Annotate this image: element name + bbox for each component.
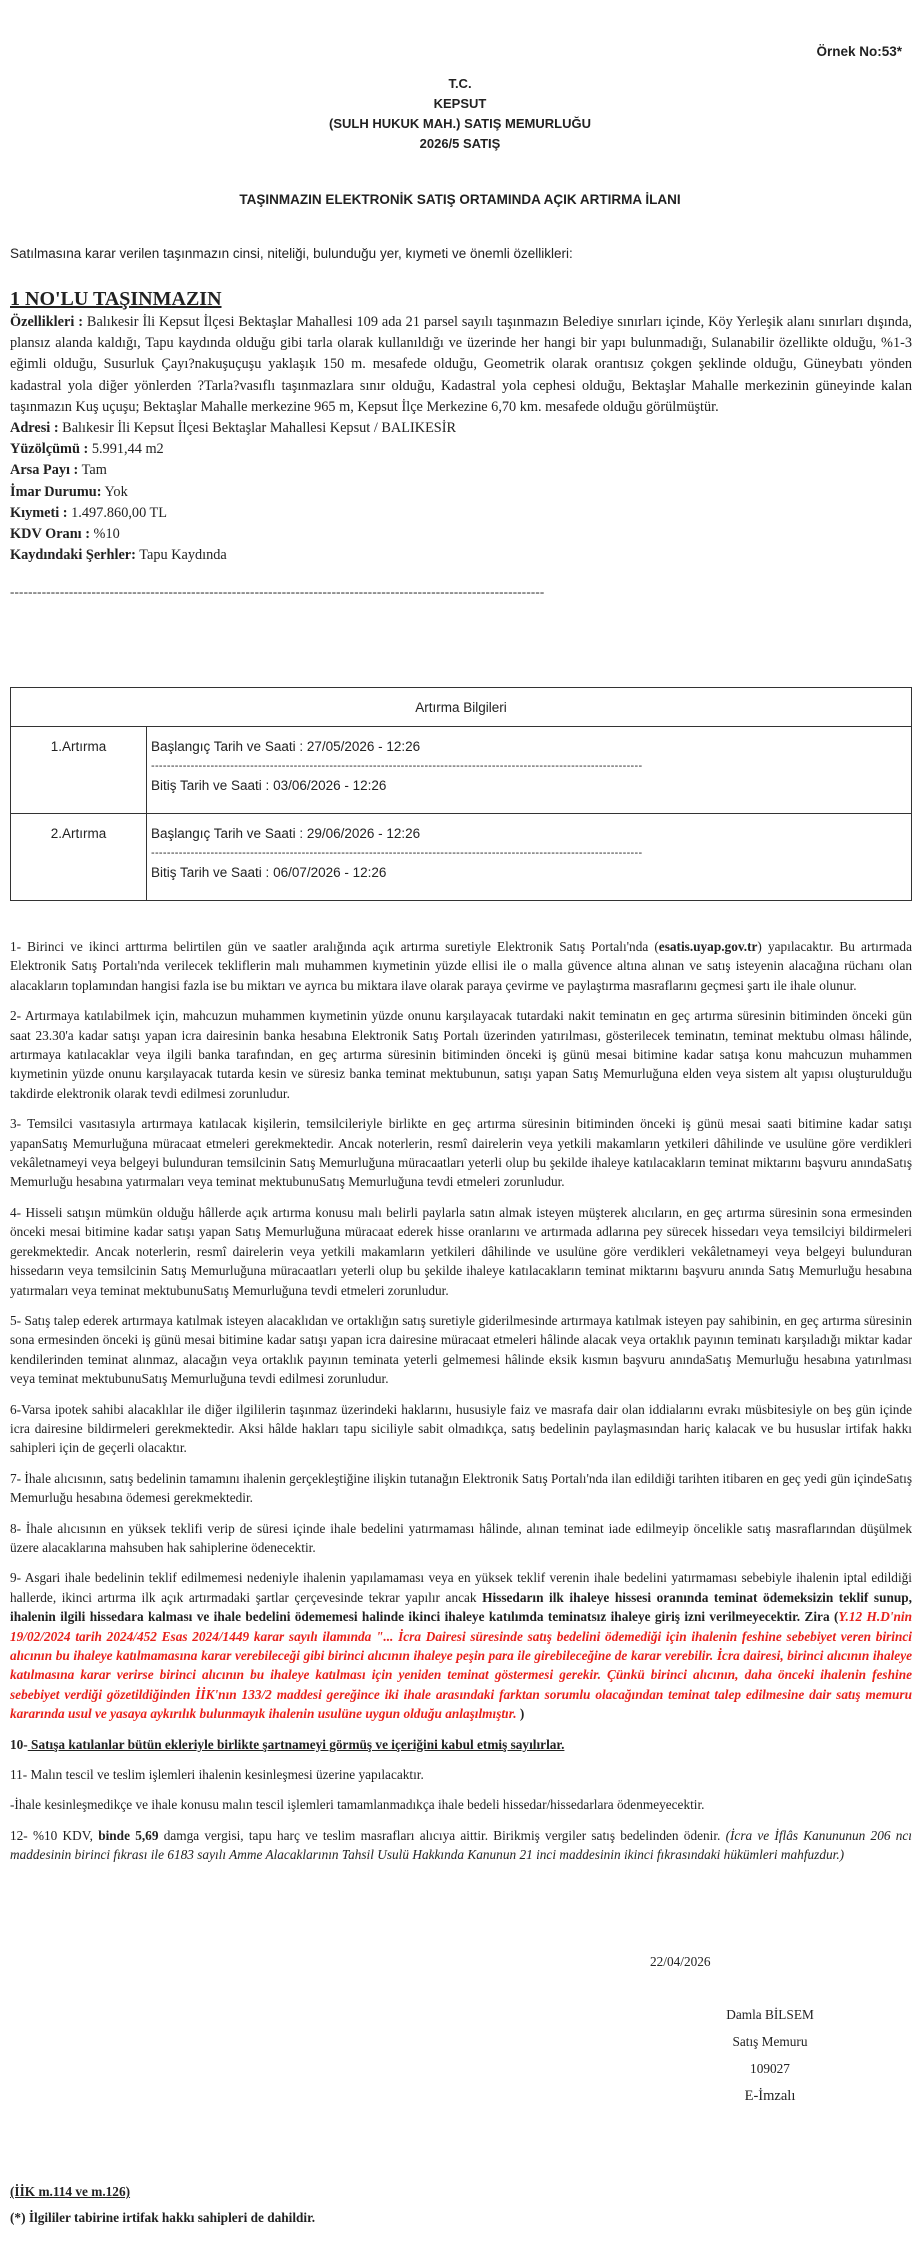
term-1-text-end: ) yapılacaktır. Bu artırmada Elektronik Satış Portalı'nda verilecek tekliflerin malı muhammen kıymetinin yüzde ellisi ile o malla güvence altına alınan ve satış isteyenin alacağına rüchanı olan alacakların toplamından hangisi fazla ise bu miktarı ve ayrıca bu miktara ilave olarak paraya çevirme ve paylaştırma masraflarını geçmesi şartı ile ihale olunur.: [10, 939, 912, 993]
end-value: 03/06/2026 - 12:26: [269, 778, 387, 793]
table-row: [11, 727, 912, 814]
start-value: 27/05/2026 - 12:26: [303, 739, 421, 754]
value-amount: 1.497.860,00 TL: [67, 504, 167, 521]
property-zoning: [10, 482, 912, 503]
property-value: [10, 503, 912, 524]
end-datetime: [151, 865, 911, 880]
divider-line: ----------------------------------------------------------------------------------------------------------------------: [10, 584, 545, 599]
vat-value: %10: [89, 526, 120, 543]
annotations-label: Kaydındaki Şerhler:: [10, 547, 136, 564]
e-signature: E-İmzalı: [744, 2088, 796, 2104]
end-label: Bitiş Tarih ve Saati :: [151, 865, 270, 880]
term-12-text-b: damga vergisi, tapu harç ve teslim masrafları alıcıya aittir. Birikmiş vergiler satış bedelinden ödenir.: [158, 1827, 726, 1843]
term-8: 8- İhale alıcısının en yüksek teklifi verip de süresi içinde ihale bedelini yatırmaması hâlinde, alınan teminat iade edilmeyip öncelikle satış masraflarından düşülmek üzere alacaklarına mahsuben hak sahiplerine ödenecektir.: [10, 1520, 912, 1555]
term-9-text: 9- Asgari ihale bedelinin teklif edilmemesi nedeniyle ihalenin yapılamaması veya en yüksek teklif verenin ihale bedelini yatırmaması sebebiyle ihalenin iptal edildiği hallerde, ikinci artırma ilk açık artırmadaki şartlar çerçevesinde tekrar yapılır ancak: [10, 1570, 912, 1605]
value-label: Kıymeti :: [10, 504, 68, 521]
property-vat: [10, 524, 912, 545]
property-details: [10, 312, 912, 566]
signature-date: 22/04/2026: [650, 1954, 711, 1969]
area-label: Yüzölçümü :: [10, 441, 89, 458]
term-10-text: Satışa katılanlar bütün ekleriyle birlikte şartnameyi görmüş ve içeriğini kabul etmiş sayılırlar.: [27, 1736, 565, 1752]
term-7: 7- İhale alıcısının, satış bedelinin tamamını ihalenin gerçekleştiğine ilişkin tutanağın Elektronik Satış Portalı'nda ilan edildiği tarihten itibaren en geç yedi gün içindeSatış Memurluğu hesabına ödemesi gerekmektedir.: [10, 1470, 912, 1506]
end-value: 06/07/2026 - 12:26: [269, 865, 387, 880]
term-11b: -İhale kesinleşmedikçe ve ihale konusu malın tescil işlemleri tamamlanmadıkça ihale bedeli hissedar/hissedarlara ödenmeyecektir.: [10, 1797, 705, 1813]
signature-number: 109027: [750, 2061, 790, 2076]
term-4: 4- Hisseli satışın mümkün olduğu hâllerde açık artırma konusu malı belirli paylarla satın almak isteyen müşterek alıcıların, en geç artırma süresinin sona ermesinden önceki mesai bitimine kadar satışı yapan Satış Memurluğuna müracaat ederek hisse oranlarını ve artırmada adlarına pey sürecek hissedarı veya temsilciyi bildirmeleri gerekmektedir. Ancak noterlerin, resmî dairelerin veya yetkili makamların yetkileri dâhilinde ve usulüne göre verdikleri vekâletnameyi veya belgeyi bulunduran hissedarın veya temsilcinin Satış Memurluğuna müracaatları yeterli olup bu şekilde ihaleye katılacakların teminat miktarını başvuru anında Satış Memurluğu hesabına yatırmaları veya teminat mektubunuSatış Memurluğuna tevdi etmeleri zorunludur.: [10, 1204, 912, 1298]
auction-dates: [147, 814, 912, 901]
term-10: [10, 1735, 912, 1754]
end-datetime: [151, 778, 911, 793]
end-label: Bitiş Tarih ve Saati :: [151, 778, 270, 793]
property-features: [10, 312, 912, 418]
property-heading: 1 NO'LU TAŞINMAZIN: [10, 288, 222, 310]
term-3: 3- Temsilci vasıtasıyla artırmaya katılacak kişilerin, temsilcileriyle birlikte en geç artırma süresinin bitiminden önceki iş günü mesai saati bitimine kadar satışı yapanSatış Memurluğuna müracaat etmeleri gerekmektedir. Ancak noterlerin, resmî dairelerin veya yetkili makamların yetkileri dâhilinde ve usulüne göre verdikleri vekâletnameyi veya belgeyi bulunduran temsilcinin Satış Memurluğuna müracaatları yeterli olup bu şekilde ihaleye katılacakların teminat miktarını başvuru anındaSatış Memurluğu hesabına yatırmaları veya teminat mektubunuSatış Memurluğuna tevdi etmeleri zorunludur.: [10, 1116, 912, 1190]
term-5: 5- Satış talep ederek artırmaya katılmak isteyen alacaklıdan ve ortaklığın satış suretiyle giderilmesinde artırmaya katılmak isteyen pay sahibinin, en geç artırma süresinin sona ermesinden önceki iş günü mesai bitimine kadar satışı yapan icra dairesine müracaat etmeleri hâlinde alacak veya ortaklık payının teminatı karşıladığı miktar kadar kendilerinden teminat alınmaz, alacağın veya ortaklık payının teminata yeterli gelmemesi hâlinde eksik kısmın başvuru anındaSatış Memurluğu hesabına yatırılması veya teminat mektubunuSatış Memurluğuna tevdi edilmesi zorunludur.: [10, 1312, 912, 1387]
start-label: Başlangıç Tarih ve Saati :: [151, 739, 304, 754]
term-1: [10, 937, 912, 995]
area-value: 5.991,44 m2: [88, 441, 164, 458]
annotations-value: Tapu Kaydında: [135, 547, 227, 564]
start-datetime: [151, 826, 911, 841]
header-kepsut: KEPSUT: [433, 96, 487, 111]
esatis-link[interactable]: [659, 939, 758, 954]
vat-label: KDV Oranı :: [10, 526, 90, 543]
auction-table: [10, 687, 912, 901]
signature-name: Damla BİLSEM: [726, 2007, 814, 2022]
term-1-text: 1- Birinci ve ikinci arttırma belirtilen gün ve saatler aralığında açık artırma suretiyle Elektronik Satış Portalı'nda (: [10, 939, 659, 954]
row-separator: ----------------------------------------------------------------------------------------------------------------------------: [151, 847, 643, 859]
table-row: [11, 814, 912, 901]
start-label: Başlangıç Tarih ve Saati :: [151, 826, 304, 841]
row-separator: ----------------------------------------------------------------------------------------------------------------------------: [151, 760, 643, 772]
share-value: Tam: [78, 462, 107, 479]
auction-label: 1.Artırma: [11, 727, 147, 814]
features-label: Özellikleri :: [10, 314, 83, 330]
address-label: Adresi :: [10, 420, 59, 437]
start-datetime: [151, 739, 911, 754]
signature-title: Satış Memuru: [732, 2034, 808, 2049]
address-value: Balıkesir İli Kepsut İlçesi Bektaşlar Mahallesi Kepsut / BALIKESİR: [58, 420, 457, 437]
zoning-value: Yok: [101, 483, 128, 500]
esatis-link-text: esatis.uyap.gov.tr: [658, 939, 758, 954]
term-9-bold: Hissedarın ilk ihaleye hissesi oranında teminat ödemeksizin teklif sunup, ihalenin ilgili hissedara kalması ve ihale bedelini ödememesi halinde ikinci ihaleye katılımda teminatsız ihaleye giriş izni verilmeyecektir. Zira (: [10, 1589, 912, 1625]
announcement-title: TAŞINMAZIN ELEKTRONİK SATIŞ ORTAMINDA AÇIK ARTIRMA İLANI: [239, 192, 681, 207]
footnote: (*) İlgililer tabirine irtifak hakkı sahipleri de dahildir.: [10, 2210, 316, 2225]
term-10-number: 10-: [10, 1736, 28, 1752]
ornek-number: Örnek No:53*: [816, 44, 902, 59]
auction-dates: [147, 727, 912, 814]
term-9: [10, 1568, 912, 1723]
auction-label: 2.Artırma: [11, 814, 147, 901]
header-file-no: 2026/5 SATIŞ: [419, 136, 501, 151]
auction-table-header: Artırma Bilgileri: [11, 688, 912, 727]
term-2: 2- Artırmaya katılabilmek için, mahcuzun muhammen kıymetinin yüzde onunu karşılayacak tutardaki nakit teminatın en geç artırma süresinin bitiminden önceki gün saat 23.30'a kadar satışı yapan icra dairesinin banka hesabına Elektronik Satış Portalı üzerinden yatırılması, gösterilecek teminatın, teminat mektubu olması hâlinde, artırmaya katılacaklar veya ilgili banka tarafından, en geç artırma süresinin bitiminden önceki iş günü mesai bitimine kadar satışa konu mahcuzun muhammen kıymetinin yüzde onunu karşılayacak tutarda kesin ve süresiz banka teminat mektubunun, satışı yapan Satış Memurluğuna elden veya sistem alt yapısı oluşturulduğu takdirde elektronik olarak tevdi edilmesi zorunludur.: [10, 1008, 912, 1101]
term-6: 6-Varsa ipotek sahibi alacaklılar ile diğer ilgililerin taşınmaz üzerindeki haklarını, hususiyle faiz ve masrafa dair olan iddialarını evrakı müsbitesiyle on beş gün içinde icra dairesine bildirmeleri gerekmektedir. Aksi hâlde hakları tapu siciliyle sabit olmadıkça, satış bedelinin paylaşmasından hariç kalacak ve bu hususlar irtifak hakkı sahipleri için de geçerli olacaktır.: [10, 1401, 912, 1456]
terms-section: [10, 937, 912, 1876]
features-value: Balıkesir İli Kepsut İlçesi Bektaşlar Mahallesi 109 ada 21 parsel sayılı taşınmazın Belediye sınırları içinde, Köy Yerleşik alanı sınırları dışında, plansız alanda kaldığı, Tapu kaydında olduğu gibi tarla olarak kullanıldığı ve üzerinde her hangi bir yapı bulunmadığı, Sulanabilir özellikte olduğu, %1-3 eğimli olduğu, Susurluk Çayı?nakuşuçuşu yaklaşık 150 m. mesafede olduğu, Geometrik olarak orantısız çokgen şeklinde olduğu, Güneybatı yönden kadastral yola diğer yönlerden ?Tarla?vasıflı taşınmazlara sınır olduğu, Kadastral yola cephesi olduğu, Bektaşlar Mahalle merkezinin güneyinde kalan taşınmazın Kuş uçuşu; Bektaşlar Mahalle merkezine 965 m, Kepsut İlçe Merkezine 6,70 km. mesafede olduğu görülmüştür.: [10, 314, 912, 415]
share-label: Arsa Payı :: [10, 462, 79, 479]
term-12-italic: (İcra ve İflâs Kanununun 206 ncı maddesinin birinci fıkrası ile 6183 sayılı Amme Alacaklarının Tahsil Usulü Hakkında Kanunun 21 inci maddesinin ikinci fıkrasındaki hükümleri mahfuzdur.): [10, 1827, 912, 1863]
header-office: (SULH HUKUK MAH.) SATIŞ MEMURLUĞU: [329, 116, 591, 131]
term-9-end: ): [516, 1706, 525, 1722]
property-area: [10, 439, 912, 460]
legal-reference: (İİK m.114 ve m.126): [10, 2184, 131, 2199]
property-share: [10, 460, 912, 481]
term-12: [10, 1826, 912, 1865]
header-tc: T.C.: [448, 76, 472, 91]
zoning-label: İmar Durumu:: [10, 483, 102, 500]
term-12-bold: binde 5,69: [98, 1827, 159, 1843]
intro-text: Satılmasına karar verilen taşınmazın cinsi, niteliği, bulunduğu yer, kıymeti ve önemli özellikleri:: [10, 246, 573, 261]
term-12-text: 12- %10 KDV,: [10, 1827, 99, 1843]
term-11: 11- Malın tescil ve teslim işlemleri ihalenin kesinleşmesi üzerine yapılacaktır.: [10, 1767, 424, 1783]
property-annotations: [10, 545, 912, 566]
start-value: 29/06/2026 - 12:26: [303, 826, 421, 841]
court-decision-quote: Y.12 H.D'nin 19/02/2024 tarih 2024/452 Esas 2024/1449 karar sayılı ilamında "... İcra Dairesi süresinde satış bedelini ödemediği için ihalenin feshine sebebiyet veren birinci alıcının bu ihaleye katılmamasına karar verebileceği gibi birinci alıcının ihaleye peşin para ile girebileceğine de karar verebilir. İcra dairesi, birinci alıcının ihaleye katılmasına karar verirse birinci alıcının bu ihaleye katılması için yeniden teminat göstermesi gerekir. Çünkü birinci alıcının, daha önceki ihalenin feshine sebebiyet verdiği gözetildiğinden İİK'nın 133/2 maddesi gereğince iki ihale arasındaki farktan sorumlu olacağından teminat talep edilmesine dair satış memuru kararında usul ve yasaya aykırılık bulunmayık ihalenin usulüne uygun olduğu anlaşılmıştır.: [10, 1609, 912, 1722]
property-address: [10, 418, 912, 439]
